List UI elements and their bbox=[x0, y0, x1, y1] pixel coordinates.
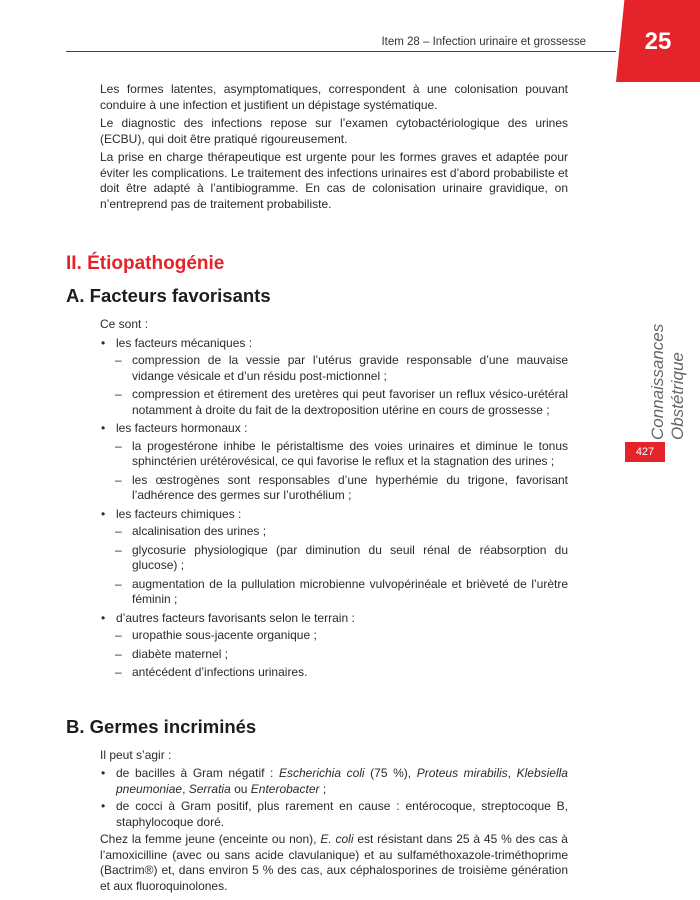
text-run: Chez la femme jeune (enceinte ou non), bbox=[100, 832, 321, 846]
factor-list bbox=[66, 336, 568, 681]
text-run: , bbox=[507, 766, 517, 780]
sub-item: – diabète maternel ; bbox=[132, 647, 568, 663]
list-item bbox=[66, 336, 568, 419]
species-name: Escherichia coli bbox=[278, 766, 365, 780]
list-intro: Il peut s’agir : bbox=[100, 747, 172, 762]
germ-list bbox=[66, 766, 568, 830]
factor-label: • les facteurs chimiques : bbox=[116, 507, 568, 523]
list-intro: Ce sont : bbox=[100, 317, 149, 331]
section-title: II. Étiopathogénie bbox=[66, 253, 225, 274]
text-run: , bbox=[182, 781, 189, 796]
species-name: Enterobacter bbox=[250, 781, 320, 796]
sub-item: – augmentation de la pullulation microbienne vulvopérinéale et brièveté de l’urètre féminin ; bbox=[132, 577, 568, 608]
intro-paragraph: Les formes latentes, asymptomatiques, correspondent à une colonisation pouvant conduire à une infection et justifient un dépistage systématique. bbox=[100, 82, 568, 112]
sub-item: – uropathie sous-jacente organique ; bbox=[132, 628, 568, 644]
subsection-title: B. Germes incriminés bbox=[66, 715, 257, 737]
sub-item: – la progestérone inhibe le péristaltisme des voies urinaires et diminue le tonus sphinctérien urétérovésical, ce qui favorise le reflux et la stagnation des urines ; bbox=[132, 439, 568, 470]
list-item bbox=[66, 421, 568, 504]
list-item bbox=[66, 507, 568, 608]
sub-item: – glycosurie physiologique (par diminution du seuil rénal de réabsorption du glucose) ; bbox=[132, 543, 568, 574]
chapter-number: 25 bbox=[644, 28, 672, 55]
intro-paragraph: Le diagnostic des infections repose sur l’examen cytobactériologique des urines (ECBU), qui doit être pratiqué rigoureusement. bbox=[100, 116, 568, 146]
sub-item: – antécédent d’infections urinaires. bbox=[132, 665, 568, 681]
species-name: Serratia bbox=[188, 781, 231, 796]
page-number: 427 bbox=[625, 442, 665, 462]
running-head: Item 28 – Infection urinaire et grossesse bbox=[381, 36, 586, 48]
header-rule bbox=[66, 51, 616, 52]
factor-label: • les facteurs hormonaux : bbox=[116, 421, 568, 437]
page-content bbox=[66, 82, 568, 897]
list-item: • de cocci à Gram positif, plus rarement en cause : entérocoque, streptocoque B, staphylocoque doré. bbox=[116, 799, 568, 830]
text-run: ; bbox=[319, 781, 327, 796]
factor-label: • les facteurs mécaniques : bbox=[116, 336, 568, 352]
sub-item: – les œstrogènes sont responsables d’une hyperhémie du trigone, favorisant l’adhérence des germes sur l’urothélium ; bbox=[132, 473, 568, 504]
text-run: (75 %), bbox=[364, 766, 417, 780]
species-name: Klebsiella pneumoniae bbox=[116, 766, 568, 796]
closing-paragraph bbox=[100, 832, 568, 894]
species-name: Proteus mirabilis bbox=[416, 766, 508, 780]
sub-item: – alcalinisation des urines ; bbox=[132, 524, 568, 540]
species-name: E. coli bbox=[320, 832, 354, 846]
sub-item: – compression de la vessie par l’utérus gravide responsable d’une mauvaise vidange vésicale et d’un résidu post-mictionnel ; bbox=[132, 353, 568, 384]
text-run: de bacilles à Gram négatif : bbox=[116, 766, 279, 780]
intro-paragraph: La prise en charge thérapeutique est urgente pour les formes graves et adaptée pour éviter les complications. Le traitement des infections urinaires est d’abord probabiliste et doit être adapté à l’antibiogramme. En cas de colonisation urinaire gravidique, on n’entreprend pas de traitement probabiliste. bbox=[100, 150, 568, 211]
text-run: ou bbox=[230, 781, 251, 796]
list-item bbox=[66, 611, 568, 681]
text-run: est résistant dans 25 à 45 % des cas à l’amoxicilline (avec ou sans acide clavulanique) et au sulfaméthoxazole-triméthoprime (Bactrim®) et, dans environ 5 % des cas, aux céphalosporines de troisième génération et aux fluoroquinolones. bbox=[100, 832, 568, 893]
sub-item: – compression et étirement des uretères qui peut favoriser un reflux vésico-urétéral notamment à droite du fait de la dextroposition utérine en cours de grossesse ; bbox=[132, 387, 568, 418]
subsection-title: A. Facteurs favorisants bbox=[66, 285, 271, 306]
factor-label: • d’autres facteurs favorisants selon le terrain : bbox=[116, 611, 568, 627]
list-item bbox=[116, 766, 568, 797]
side-section-title: Connaissances Obstétrique bbox=[648, 323, 687, 440]
